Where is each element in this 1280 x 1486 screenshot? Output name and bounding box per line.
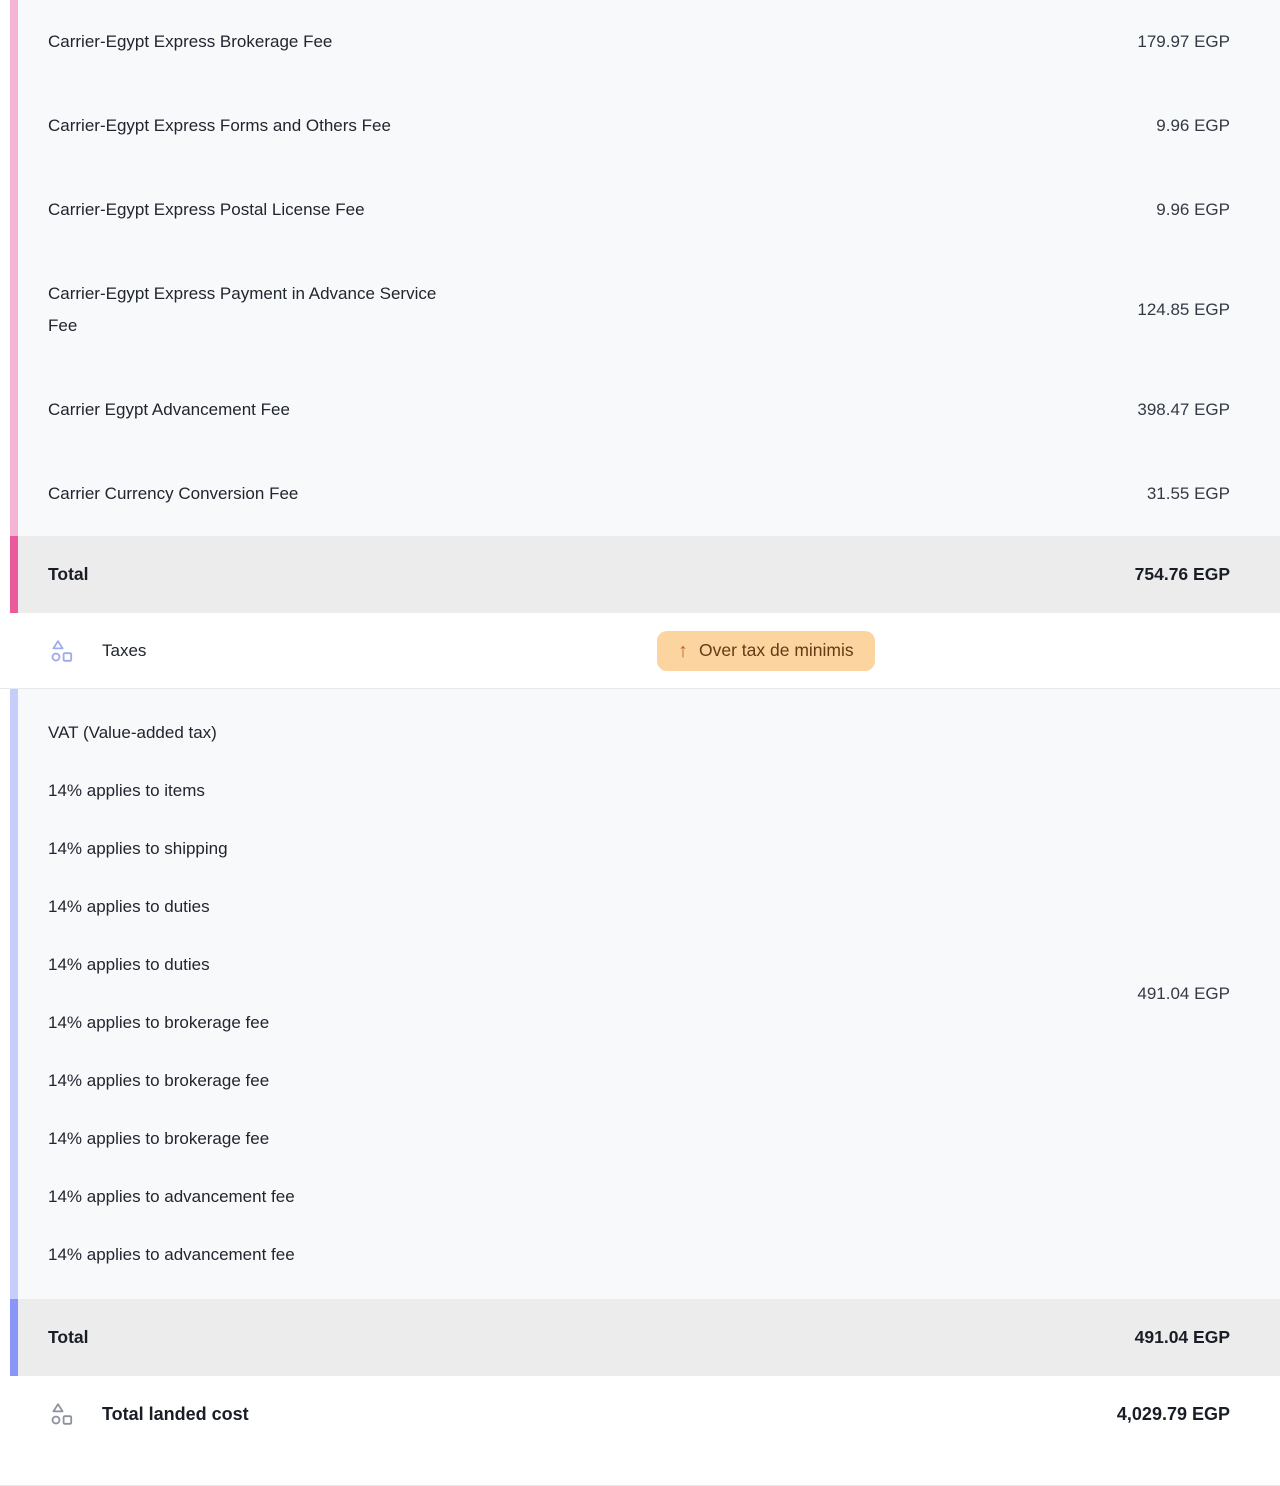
fees-total-row: [10, 536, 1280, 613]
vat-line: 14% applies to advancement fee: [48, 1245, 295, 1264]
fees-section: [10, 0, 1280, 536]
fee-row: [18, 84, 1280, 168]
vat-line: 14% applies to brokerage fee: [48, 1013, 270, 1032]
fee-row: [18, 168, 1280, 252]
shapes-icon: [48, 1400, 76, 1428]
taxes-total-row: [10, 1299, 1280, 1376]
vat-section: [10, 689, 1280, 1299]
fee-amount: 124.85 EGP: [1137, 300, 1230, 319]
fee-amount: 9.96 EGP: [1156, 116, 1230, 135]
vat-lines: [48, 704, 295, 1284]
fee-label: Carrier-Egypt Express Forms and Others Fee: [48, 116, 391, 135]
vat-line: 14% applies to shipping: [48, 839, 228, 858]
shapes-icon: [48, 637, 76, 665]
vat-line: 14% applies to advancement fee: [48, 1187, 295, 1206]
over-tax-de-minimis-badge[interactable]: [657, 631, 875, 671]
vat-line: 14% applies to duties: [48, 955, 210, 974]
fee-amount: 31.55 EGP: [1146, 484, 1230, 503]
fee-label: Carrier-Egypt Express Brokerage Fee: [48, 32, 333, 51]
taxes-header-row: [0, 613, 1280, 689]
fee-row: [18, 252, 1280, 368]
fees-total-label: Total: [48, 564, 89, 584]
fee-amount: 9.96 EGP: [1156, 200, 1230, 219]
fee-label: Carrier Currency Conversion Fee: [48, 484, 299, 503]
total-landed-cost-amount: 4,029.79 EGP: [1116, 1403, 1230, 1424]
fee-amount: 179.97 EGP: [1137, 32, 1230, 51]
total-landed-cost-label: Total landed cost: [102, 1403, 249, 1424]
vat-line: 14% applies to duties: [48, 897, 210, 916]
fees-total-amount: 754.76 EGP: [1134, 564, 1230, 584]
vat-line: VAT (Value-added tax): [48, 723, 217, 742]
arrow-up-icon: ↑: [678, 639, 688, 662]
total-landed-cost-inner: [0, 1376, 1280, 1452]
vat-line: 14% applies to brokerage fee: [48, 1071, 270, 1090]
fee-row: [18, 368, 1280, 452]
vat-amount: 491.04 EGP: [1137, 984, 1230, 1003]
fee-label: Carrier-Egypt Express Payment in Advance Service Fee: [48, 284, 437, 335]
fee-row: [18, 0, 1280, 84]
fee-label: Carrier Egypt Advancement Fee: [48, 400, 290, 419]
vat-line: 14% applies to brokerage fee: [48, 1129, 270, 1148]
taxes-total-amount: 491.04 EGP: [1134, 1327, 1230, 1347]
total-landed-cost-row: [0, 1376, 1280, 1486]
fee-amount: 398.47 EGP: [1137, 400, 1230, 419]
fee-label: Carrier-Egypt Express Postal License Fee: [48, 200, 365, 219]
fee-row: [18, 452, 1280, 536]
taxes-total-label: Total: [48, 1327, 89, 1347]
vat-line: 14% applies to items: [48, 781, 205, 800]
taxes-section-label: Taxes: [102, 640, 147, 660]
badge-label: Over tax de minimis: [699, 640, 854, 660]
